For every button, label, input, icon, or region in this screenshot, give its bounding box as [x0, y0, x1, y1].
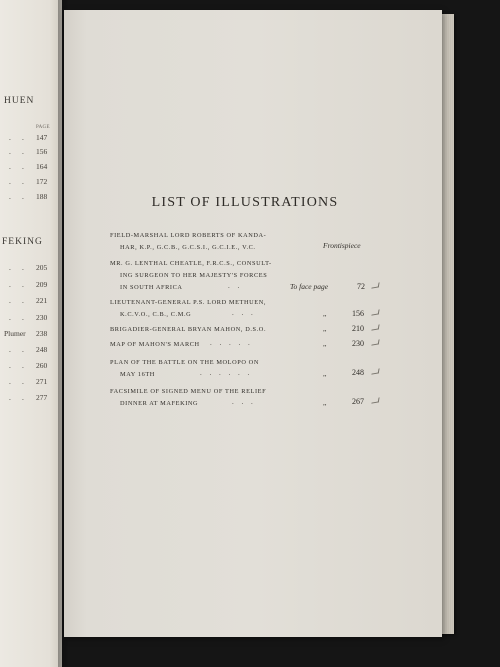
left-toc-row: Plumer 238 [4, 329, 48, 338]
illustration-entry: MAP OF MAHON'S MARCH [110, 341, 200, 348]
to-face-page-label: To face page [290, 282, 329, 291]
page-number: 156 [352, 309, 364, 318]
left-toc-row: . . 188 [9, 192, 48, 201]
left-toc-row: . . 230 [9, 313, 48, 322]
ditto-mark: ,, [323, 340, 327, 348]
page-edges [440, 14, 454, 634]
dot-leader: . . . [232, 398, 256, 406]
left-toc-row: . . 248 [9, 345, 48, 354]
illustration-entry: LIEUTENANT-GENERAL P.S. LORD METHUEN, K.C.V.O., C.B., C.M.G [110, 299, 267, 318]
left-toc-row: . . 147 [9, 133, 48, 142]
left-toc-row: . . 260 [9, 361, 48, 370]
illustration-entry: MR. G. LENTHAL CHEATLE, F.R.C.S., CONSULT- ING SURGEON TO HER MAJESTY'S FORCES IN SOUTH AFRICA [110, 260, 272, 291]
page-number: 230 [352, 339, 364, 348]
left-toc-row: . . 221 [9, 296, 48, 305]
page-number: 72 [357, 282, 365, 291]
left-toc-row: . . 156 [9, 147, 48, 156]
left-toc-row: . . 209 [9, 280, 48, 289]
left-page-label: PAGE [36, 125, 50, 130]
illustration-entry: PLAN OF THE BATTLE ON THE MOLOPO ON MAY 16TH [110, 359, 259, 378]
left-toc-row: . . 205 [9, 263, 48, 272]
page-number: 267 [352, 397, 364, 406]
page-number: 210 [352, 324, 364, 333]
illustration-entry: BRIGADIER-GENERAL BRYAN MAHON, D.S.O. [110, 326, 267, 333]
left-toc-row: . . 271 [9, 377, 48, 386]
left-toc-row: . . 277 [9, 393, 48, 402]
left-toc-row: . . 172 [9, 177, 48, 186]
left-heading-lower: FEKING [2, 237, 43, 247]
dot-leader: . . . . . [210, 339, 253, 347]
dot-leader: . . . . . . [200, 369, 253, 377]
ditto-mark: ,, [323, 370, 327, 378]
dot-leader: . . . [232, 309, 256, 317]
left-heading-upper: HUEN [4, 96, 35, 106]
illustration-entry: FIELD-MARSHAL LORD ROBERTS OF KANDA- HAR, K.P., G.C.B., G.C.S.I., G.C.I.E., V.C. [110, 232, 267, 251]
left-page [0, 0, 62, 667]
ditto-mark: ,, [323, 310, 327, 318]
ditto-mark: ,, [323, 399, 327, 407]
illustration-entry: FACSIMILE OF SIGNED MENU OF THE RELIEF DINNER AT MAFEKING [110, 388, 267, 407]
page-title: LIST OF ILLUSTRATIONS [151, 195, 339, 210]
dot-leader: . . [228, 282, 243, 290]
page-number: 248 [352, 368, 364, 377]
ditto-mark: ,, [323, 325, 327, 333]
frontispiece-label: Frontispiece [323, 241, 361, 250]
left-toc-row: . . 164 [9, 162, 48, 171]
